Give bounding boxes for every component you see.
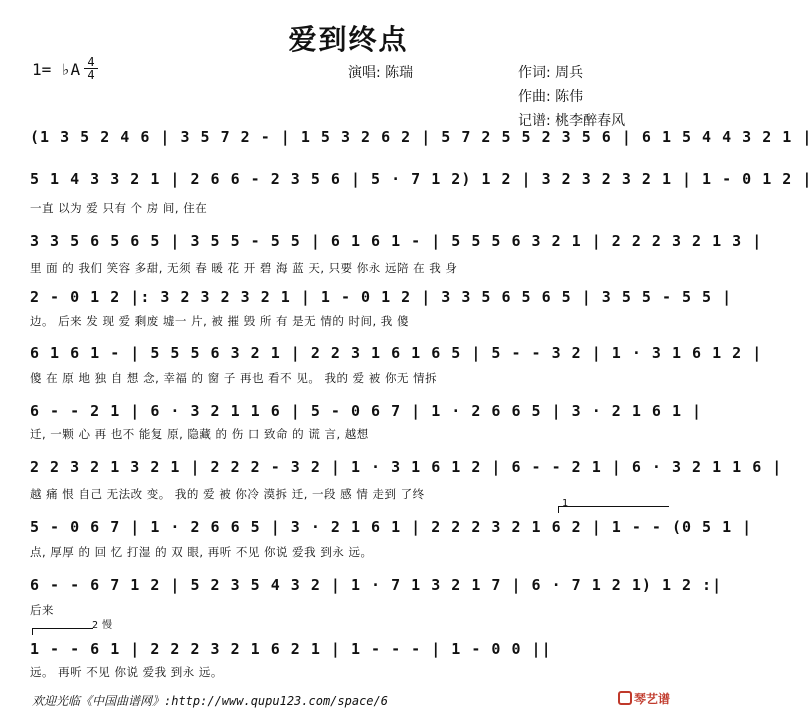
ending-1-bracket xyxy=(558,506,669,513)
time-numerator: 4 xyxy=(87,55,95,69)
score-line-6-lyrics: 迁, 一颗 心 再 也不 能复 原, 隐藏 的 伤 口 致命 的 谎 言, 越想 xyxy=(30,427,369,441)
ending-2-label: 2 xyxy=(92,620,99,631)
score-line-4-notes: 2 - 0 1 2 |: 3 2 3 2 3 2 1 | 1 - 0 1 2 | 3 3 5 6 5 6 5 | 3 5 5 - 5 5 | xyxy=(30,288,733,306)
ending-1-label: 1 xyxy=(562,498,569,509)
score-line-6-notes: 6 - - 2 1 | 6 · 3 2 1 1 6 | 5 - 0 6 7 | 1 · 2 6 6 5 | 3 · 2 1 6 1 | xyxy=(30,402,703,420)
score-line-3-lyrics: 里 面 的 我们 笑容 多甜, 无须 春 暖 花 开 碧 海 蓝 天, 只要 你永 远陪 在 我 身 xyxy=(30,261,458,275)
time-denominator: 4 xyxy=(84,68,98,81)
score-line-4-lyrics: 边。 后来 发 现 爱 剩废 墟一 片, 被 摧 毁 所 有 是无 情的 时间, 我 傻 xyxy=(30,314,409,328)
footer-credit: 欢迎光临《中国曲谱网》:http://www.qupu123.com/space/6 xyxy=(32,694,388,708)
score-line-8-lyrics: 点, 厚厚 的 回 忆 打湿 的 双 眼, 再听 不见 你说 爱我 到永 远。 xyxy=(30,545,373,559)
score-line-3-notes: 3 3 5 6 5 6 5 | 3 5 5 - 5 5 | 6 1 6 1 - | 5 5 5 6 3 2 1 | 2 2 2 3 2 1 3 | xyxy=(30,232,763,250)
key-signature: 1= ♭A xyxy=(32,60,81,79)
score-line-8-notes: 5 - 0 6 7 | 1 · 2 6 6 5 | 3 · 2 1 6 1 | 2 2 2 3 2 1 6 2 | 1 - - (0 5 1 | xyxy=(30,518,753,536)
song-title: 爱到终点 xyxy=(288,23,409,56)
score-line-1-notes: (1 3 5 2 4 6 | 3 5 7 2 - | 1 5 3 2 6 2 | 5 7 2 5 5 2 3 5 6 | 6 1 5 4 4 3 2 1 | xyxy=(30,128,812,146)
logo-icon xyxy=(618,691,632,705)
score-line-10-notes: 1 - - 6 1 | 2 2 2 3 2 1 6 2 1 | 1 - - - | 1 - 0 0 || xyxy=(30,640,552,658)
transcriber-credit: 记谱: 桃李醉春风 xyxy=(518,113,626,129)
score-line-2-lyrics: 一直 以为 爱 只有 个 房 间, 住在 xyxy=(30,201,208,215)
logo-text: 琴艺谱 xyxy=(634,691,671,706)
time-signature xyxy=(84,56,98,81)
composer-credit: 作曲: 陈伟 xyxy=(518,89,584,105)
rit-mark: 慢 xyxy=(102,620,112,631)
ending-2-bracket xyxy=(32,628,93,635)
score-line-7-lyrics: 越 痛 恨 自己 无法改 变。 我的 爱 被 你冷 漠拆 迁, 一段 感 情 走到 了终 xyxy=(30,487,425,501)
score-line-2-notes: 5 1 4 3 3 2 1 | 2 6 6 - 2 3 5 6 | 5 · 7 1 2) 1 2 | 3 2 3 2 3 2 1 | 1 - 0 1 2 | xyxy=(30,170,812,188)
score-line-5-notes: 6 1 6 1 - | 5 5 5 6 3 2 1 | 2 2 3 1 6 1 6 5 | 5 - - 3 2 | 1 · 3 1 6 1 2 | xyxy=(30,344,763,362)
score-line-7-notes: 2 2 3 2 1 3 2 1 | 2 2 2 - 3 2 | 1 · 3 1 6 1 2 | 6 - - 2 1 | 6 · 3 2 1 1 6 | xyxy=(30,458,783,476)
score-line-9-notes: 6 - - 6 7 1 2 | 5 2 3 5 4 3 2 | 1 · 7 1 3 2 1 7 | 6 · 7 1 2 1) 1 2 :| xyxy=(30,576,723,594)
score-line-5-lyrics: 傻 在 原 地 独 自 想 念, 幸福 的 窗 子 再也 看不 见。 我的 爱 被 你无 情拆 xyxy=(30,371,438,385)
score-line-9-lyrics: 后来 xyxy=(30,603,54,617)
score-line-10-lyrics: 远。 再听 不见 你说 爱我 到永 远。 xyxy=(30,665,223,679)
site-logo xyxy=(618,688,688,708)
lyricist-credit: 作词: 周兵 xyxy=(518,65,584,81)
singer-credit: 演唱: 陈瑞 xyxy=(348,65,414,81)
